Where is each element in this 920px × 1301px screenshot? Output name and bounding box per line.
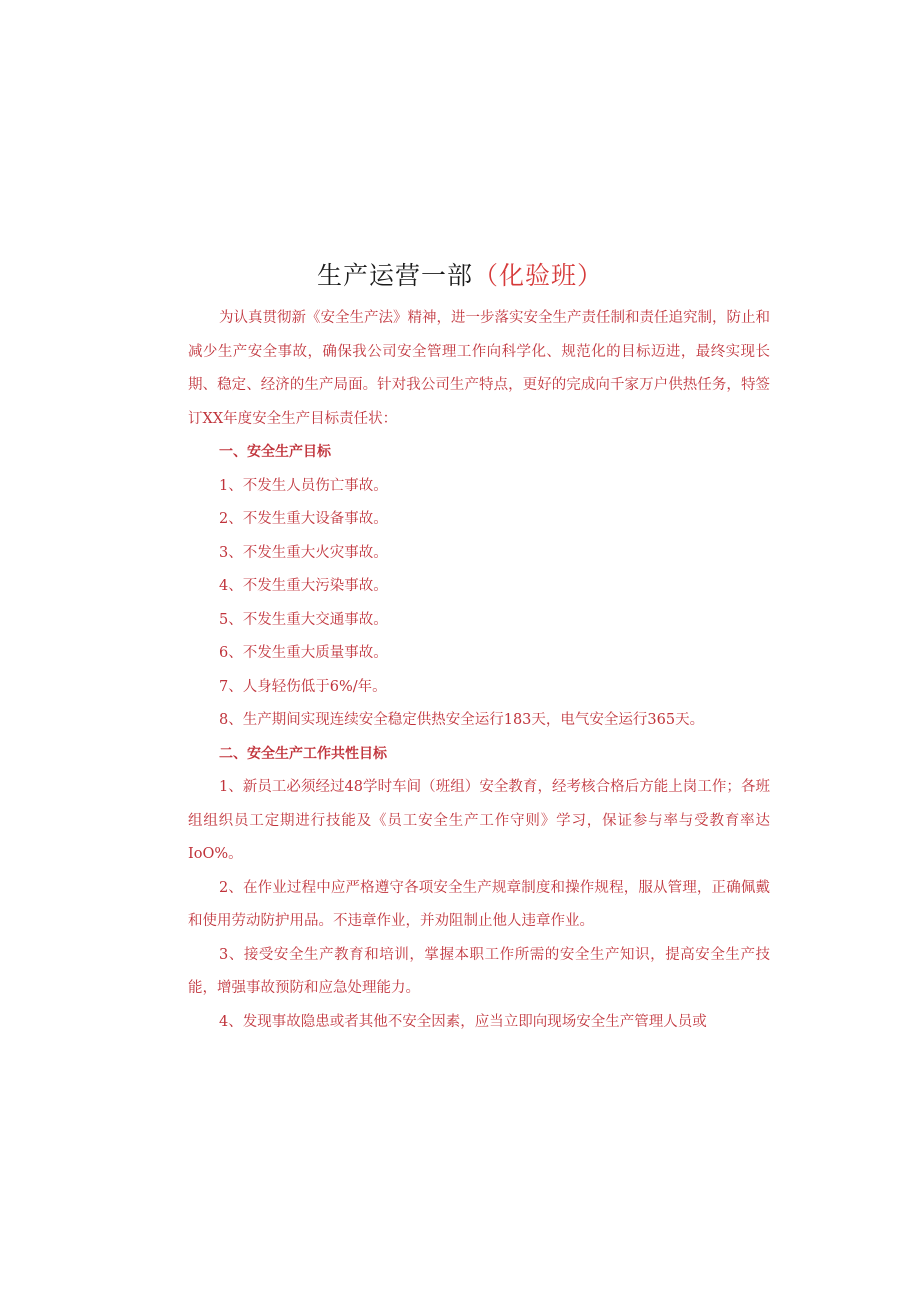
document-title bbox=[0, 256, 920, 296]
document-body bbox=[188, 302, 770, 1039]
intro-paragraph: 为认真贯彻新《安全生产法》精神，进一步落实安全生产责任制和责任追究制，防止和减少生产安全事故，确保我公司安全管理工作向科学化、规范化的目标迈进，最终实现长期、稳定、经济的生产局面。针对我公司生产特点，更好的完成向千家万户供热任务，特签订XX年度安全生产目标责任状： bbox=[188, 310, 770, 427]
list-item: 1、不发生人员伤亡事故。 bbox=[219, 477, 388, 494]
section2-paragraph: 2、在作业过程中应严格遵守各项安全生产规章制度和操作规程，服从管理，正确佩戴和使用劳动防护用品。不违章作业，并劝阻制止他人违章作业。 bbox=[188, 879, 770, 929]
title-dept: （化验班） bbox=[473, 261, 604, 290]
section2-heading: 二、安全生产工作共性目标 bbox=[219, 745, 387, 762]
list-item: 2、不发生重大设备事故。 bbox=[219, 511, 388, 527]
list-item: 4、不发生重大污染事故。 bbox=[219, 578, 388, 594]
list-item: 7、人身轻伤低于6%/年。 bbox=[219, 678, 387, 695]
list-item: 3、不发生重大火灾事故。 bbox=[219, 544, 388, 561]
section2-paragraph: 1、新员工必须经过48学时车间（班组）安全教育，经考核合格后方能上岗工作；各班组组织员工定期进行技能及《员工安全生产工作守则》学习，保证参与率与受教育率达IoO%。 bbox=[188, 779, 770, 862]
section2-paragraph: 3、接受安全生产教育和培训，掌握本职工作所需的安全生产知识，提高安全生产技能，增强事故预防和应急处理能力。 bbox=[188, 946, 770, 996]
list-item: 8、生产期间实现连续安全稳定供热安全运行183天，电气安全运行365天。 bbox=[219, 712, 705, 728]
list-item: 6、不发生重大质量事故。 bbox=[219, 645, 388, 661]
list-item: 5、不发生重大交通事故。 bbox=[219, 611, 388, 628]
section1-heading: 一、安全生产目标 bbox=[219, 444, 331, 460]
section2-paragraph: 4、发现事故隐患或者其他不安全因素，应当立即向现场安全生产管理人员或 bbox=[219, 1013, 707, 1030]
title-main: 生产运营一部 bbox=[316, 261, 473, 290]
